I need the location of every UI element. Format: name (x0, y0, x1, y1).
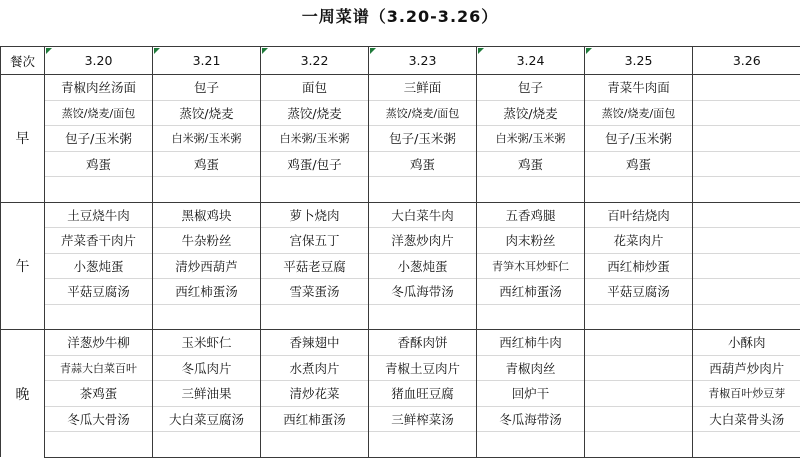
menu-cell: 面包 (261, 75, 369, 101)
menu-cell: 香酥肉饼 (369, 330, 477, 356)
menu-cell (153, 304, 261, 330)
menu-cell: 水煮肉片 (261, 355, 369, 381)
menu-cell: 西红柿蛋汤 (477, 279, 585, 305)
table-row (1, 100, 800, 126)
menu-cell: 小葱炖蛋 (369, 253, 477, 279)
menu-cell: 包子 (477, 75, 585, 101)
table-row (1, 228, 800, 254)
menu-cell: 青蒜大白菜百叶 (45, 355, 153, 381)
menu-cell: 花菜肉片 (585, 228, 693, 254)
menu-cell: 土豆烧牛肉 (45, 202, 153, 228)
menu-cell (477, 177, 585, 203)
menu-cell: 蒸饺/烧麦/面包 (369, 100, 477, 126)
menu-cell: 青椒土豆肉片 (369, 355, 477, 381)
meal-label-lunch: 午 (1, 202, 45, 330)
menu-cell (585, 381, 693, 407)
table-row (1, 279, 800, 305)
menu-cell: 包子 (153, 75, 261, 101)
menu-cell: 平菇豆腐汤 (585, 279, 693, 305)
menu-cell: 冬瓜海带汤 (477, 406, 585, 432)
menu-cell: 鸡蛋 (477, 151, 585, 177)
menu-cell (477, 432, 585, 458)
menu-cell: 小酥肉 (693, 330, 800, 356)
menu-cell (585, 406, 693, 432)
menu-cell (693, 279, 800, 305)
menu-cell: 西红柿蛋汤 (153, 279, 261, 305)
menu-cell (261, 432, 369, 458)
menu-cell: 鸡蛋 (153, 151, 261, 177)
menu-cell: 茶鸡蛋 (45, 381, 153, 407)
menu-cell (693, 432, 800, 458)
menu-cell: 萝卜烧肉 (261, 202, 369, 228)
table-row (1, 432, 800, 458)
menu-cell: 西葫芦炒肉片 (693, 355, 800, 381)
menu-cell (693, 126, 800, 152)
menu-cell: 冬瓜肉片 (153, 355, 261, 381)
table-row (1, 126, 800, 152)
table-row (1, 304, 800, 330)
menu-cell: 肉末粉丝 (477, 228, 585, 254)
menu-cell (585, 330, 693, 356)
menu-cell: 青菜牛肉面 (585, 75, 693, 101)
date-header: 3.24 (477, 47, 585, 75)
table-row (1, 75, 800, 101)
menu-cell: 包子/玉米粥 (369, 126, 477, 152)
page-title: 一周菜谱（3.20-3.26） (301, 7, 499, 26)
menu-cell: 牛杂粉丝 (153, 228, 261, 254)
menu-cell: 宫保五丁 (261, 228, 369, 254)
date-header: 3.21 (153, 47, 261, 75)
menu-cell (45, 304, 153, 330)
menu-cell (369, 304, 477, 330)
weekly-menu-table (0, 46, 800, 458)
table-row (1, 177, 800, 203)
menu-cell (45, 177, 153, 203)
date-header: 3.23 (369, 47, 477, 75)
menu-cell: 三鲜面 (369, 75, 477, 101)
menu-cell: 大白菜豆腐汤 (153, 406, 261, 432)
menu-cell (261, 177, 369, 203)
meal-column-header: 餐次 (1, 47, 45, 75)
menu-cell: 黑椒鸡块 (153, 202, 261, 228)
table-row (1, 330, 800, 356)
menu-cell: 洋葱炒肉片 (369, 228, 477, 254)
menu-cell (585, 432, 693, 458)
menu-cell: 平菇豆腐汤 (45, 279, 153, 305)
menu-cell: 香辣翅中 (261, 330, 369, 356)
menu-cell: 鸡蛋 (369, 151, 477, 177)
menu-cell (693, 202, 800, 228)
menu-cell: 蒸饺/烧麦 (153, 100, 261, 126)
menu-cell: 包子/玉米粥 (585, 126, 693, 152)
menu-cell (585, 304, 693, 330)
menu-cell: 蒸饺/烧麦 (261, 100, 369, 126)
menu-cell: 平菇老豆腐 (261, 253, 369, 279)
menu-cell (585, 355, 693, 381)
menu-cell: 青椒百叶炒豆芽 (693, 381, 800, 407)
menu-cell: 五香鸡腿 (477, 202, 585, 228)
menu-cell: 百叶结烧肉 (585, 202, 693, 228)
table-row (1, 355, 800, 381)
menu-cell (477, 304, 585, 330)
menu-cell (693, 304, 800, 330)
menu-cell (261, 304, 369, 330)
meal-label-breakfast: 早 (1, 75, 45, 203)
menu-cell (693, 75, 800, 101)
menu-cell: 猪血旺豆腐 (369, 381, 477, 407)
table-row (1, 406, 800, 432)
menu-cell: 雪菜蛋汤 (261, 279, 369, 305)
menu-cell: 玉米虾仁 (153, 330, 261, 356)
menu-cell: 白米粥/玉米粥 (153, 126, 261, 152)
menu-cell: 三鲜油果 (153, 381, 261, 407)
menu-cell: 冬瓜海带汤 (369, 279, 477, 305)
menu-cell: 蒸饺/烧麦/面包 (585, 100, 693, 126)
menu-cell: 清炒花菜 (261, 381, 369, 407)
menu-cell: 西红柿蛋汤 (261, 406, 369, 432)
menu-cell (693, 177, 800, 203)
menu-cell: 青笋木耳炒虾仁 (477, 253, 585, 279)
date-header: 3.25 (585, 47, 693, 75)
menu-cell: 洋葱炒牛柳 (45, 330, 153, 356)
menu-cell (45, 432, 153, 458)
menu-cell: 三鲜榨菜汤 (369, 406, 477, 432)
menu-cell: 西红柿牛肉 (477, 330, 585, 356)
menu-cell: 白米粥/玉米粥 (261, 126, 369, 152)
menu-cell: 青椒肉丝 (477, 355, 585, 381)
menu-cell: 回炉干 (477, 381, 585, 407)
menu-cell: 小葱炖蛋 (45, 253, 153, 279)
menu-cell (693, 228, 800, 254)
menu-cell: 大白菜牛肉 (369, 202, 477, 228)
menu-cell: 大白菜骨头汤 (693, 406, 800, 432)
menu-cell: 芹菜香干肉片 (45, 228, 153, 254)
menu-cell: 青椒肉丝汤面 (45, 75, 153, 101)
menu-cell (153, 177, 261, 203)
date-header: 3.26 (693, 47, 800, 75)
menu-cell (369, 177, 477, 203)
menu-cell: 蒸饺/烧麦 (477, 100, 585, 126)
menu-cell (369, 432, 477, 458)
menu-cell (153, 432, 261, 458)
table-row (1, 151, 800, 177)
menu-cell (693, 253, 800, 279)
header-row (1, 47, 800, 75)
menu-cell: 蒸饺/烧麦/面包 (45, 100, 153, 126)
menu-cell (585, 177, 693, 203)
menu-cell (693, 151, 800, 177)
table-row (1, 381, 800, 407)
date-header: 3.22 (261, 47, 369, 75)
menu-cell: 清炒西葫芦 (153, 253, 261, 279)
meal-label-dinner: 晚 (1, 330, 45, 458)
menu-cell: 西红柿炒蛋 (585, 253, 693, 279)
menu-cell: 鸡蛋/包子 (261, 151, 369, 177)
menu-cell: 鸡蛋 (585, 151, 693, 177)
date-header: 3.20 (45, 47, 153, 75)
menu-cell: 白米粥/玉米粥 (477, 126, 585, 152)
table-row (1, 202, 800, 228)
menu-cell (693, 100, 800, 126)
menu-cell: 包子/玉米粥 (45, 126, 153, 152)
menu-cell: 鸡蛋 (45, 151, 153, 177)
menu-cell: 冬瓜大骨汤 (45, 406, 153, 432)
table-row (1, 253, 800, 279)
